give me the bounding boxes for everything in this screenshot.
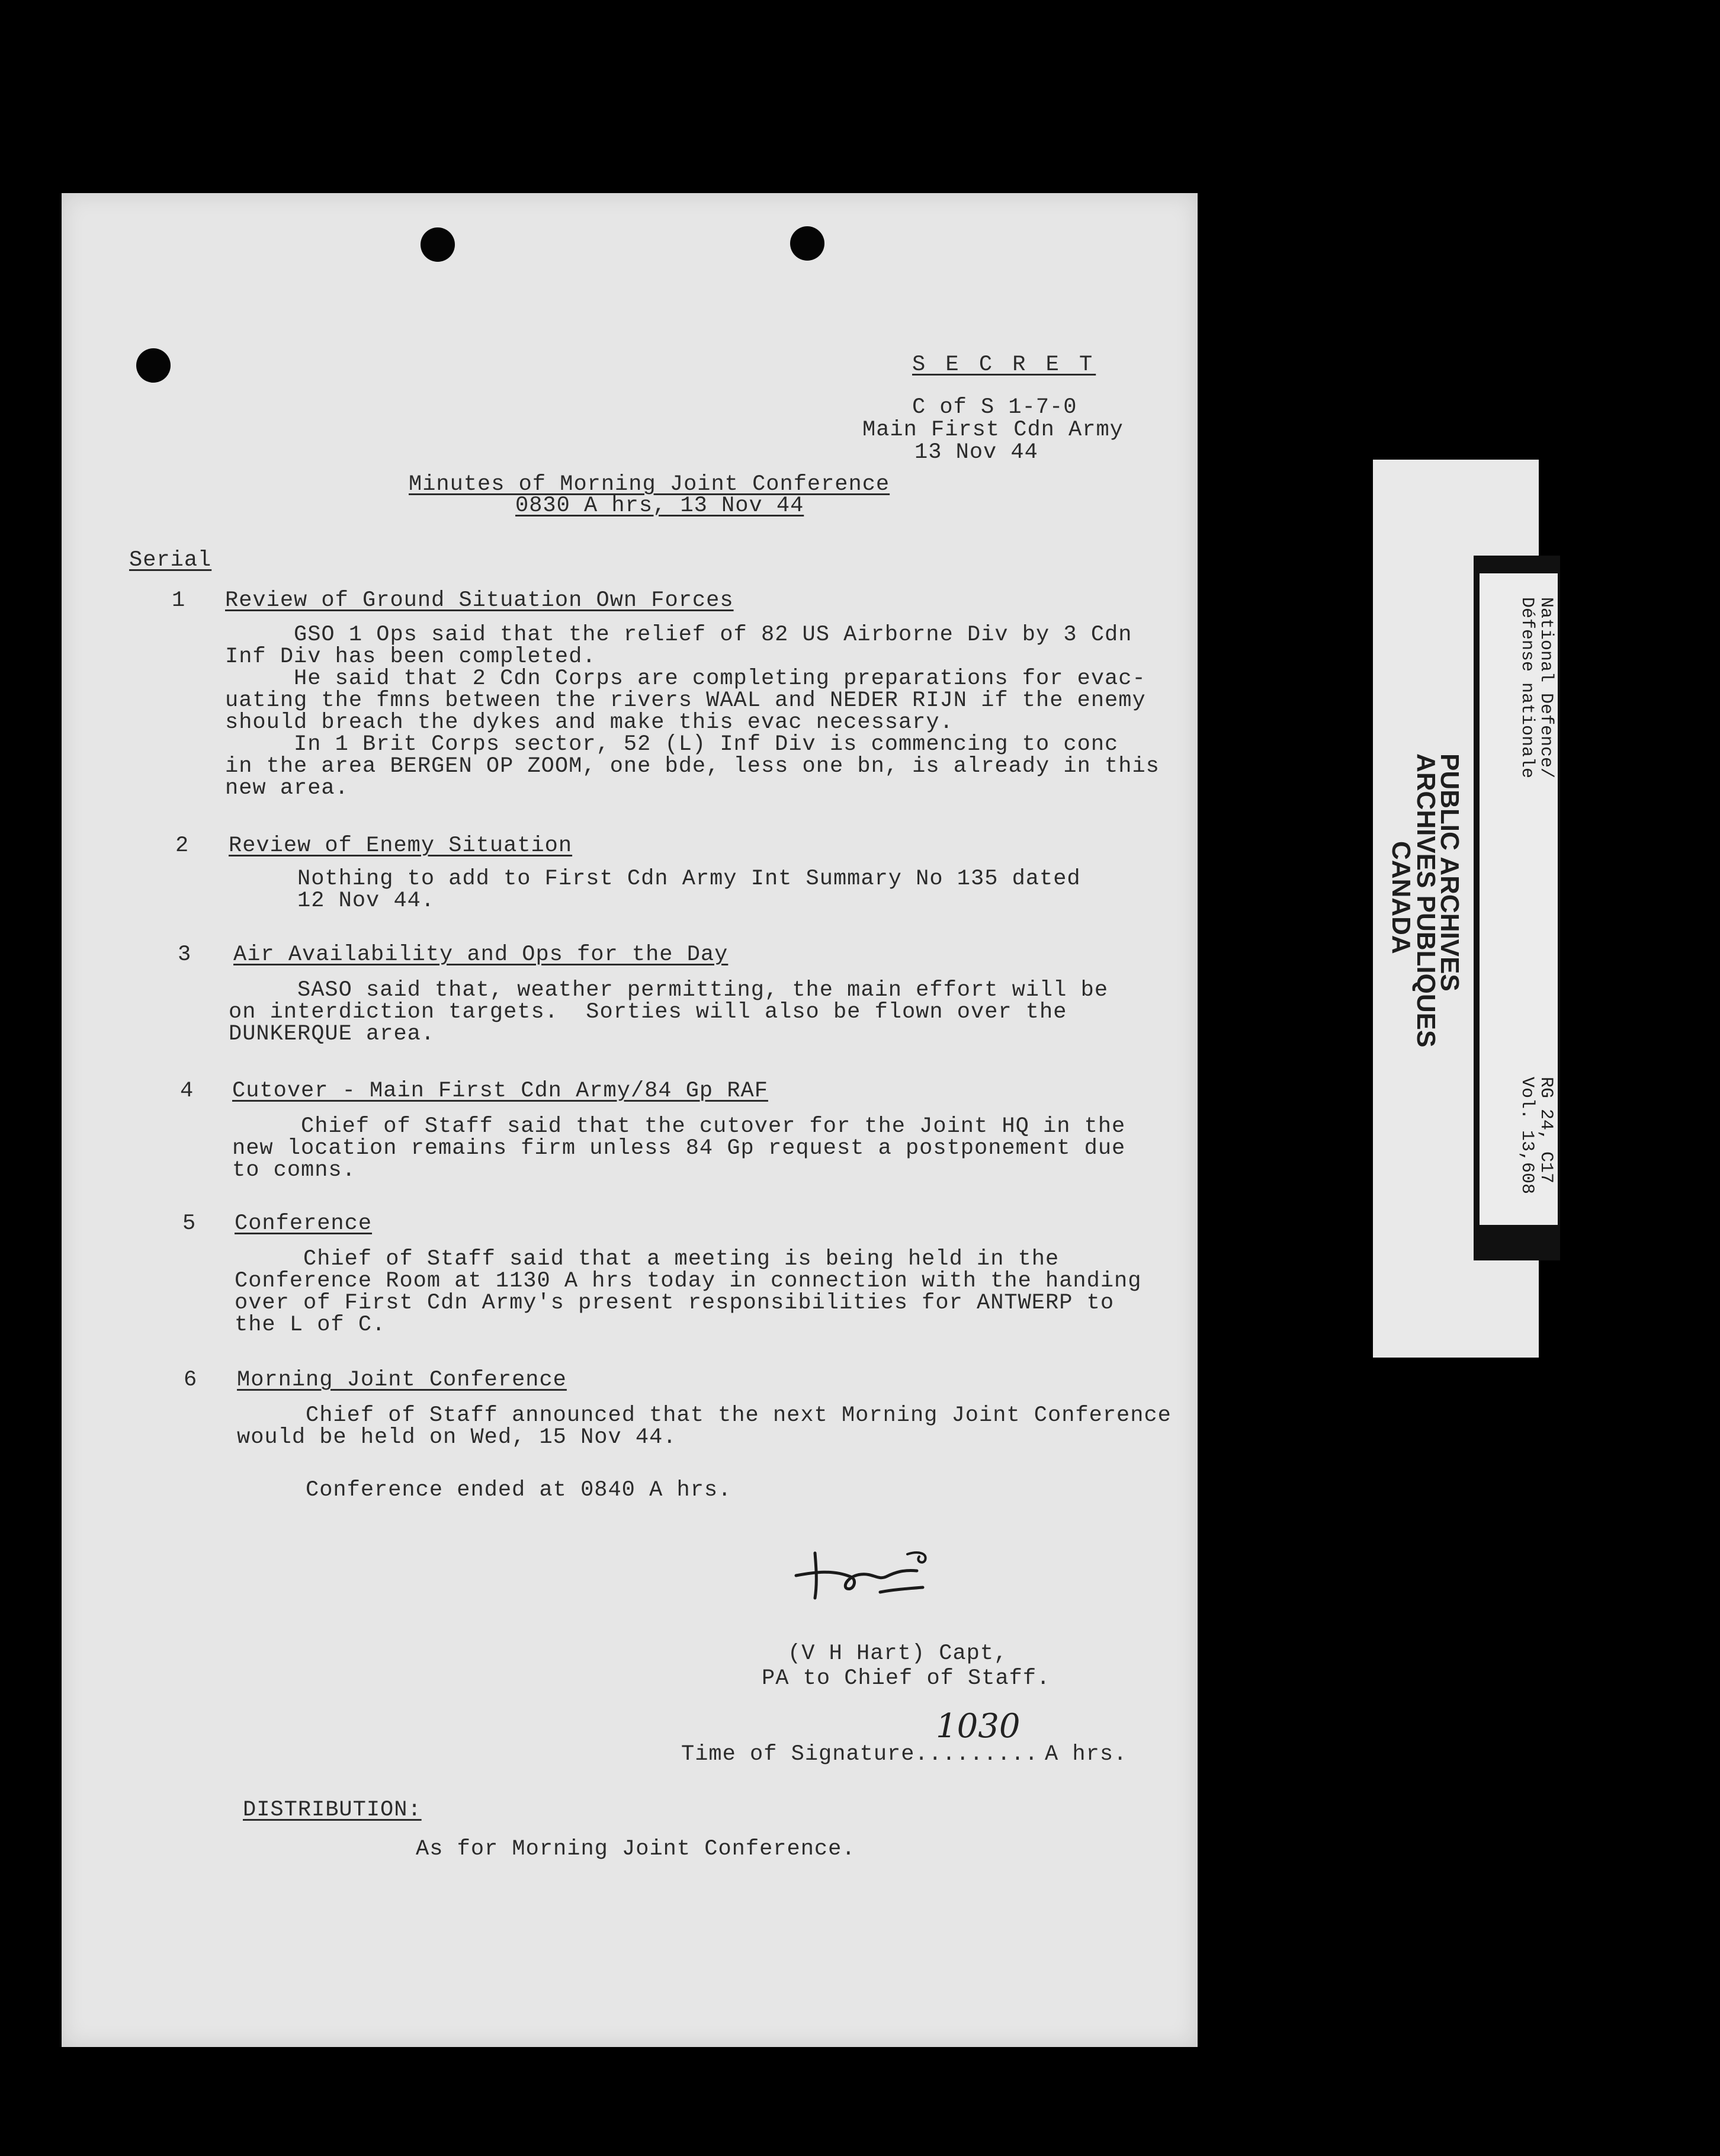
punch-hole-right bbox=[790, 226, 824, 261]
archive-department: National Defence/ bbox=[1536, 597, 1556, 779]
punch-hole-side bbox=[136, 348, 171, 383]
archive-stamp-en: PUBLIC ARCHIVES bbox=[1435, 753, 1464, 992]
archive-record-group: RG 24, C17 bbox=[1536, 1077, 1556, 1184]
distribution-heading: DISTRIBUTION: bbox=[243, 1798, 422, 1823]
signatory-name: (V H Hart) Capt, bbox=[788, 1641, 1008, 1666]
serial-number-2: 2 bbox=[175, 833, 190, 858]
distribution-text: As for Morning Joint Conference. bbox=[416, 1837, 856, 1862]
serial-number-1: 1 bbox=[172, 588, 186, 613]
originating-hq: Main First Cdn Army bbox=[862, 418, 1124, 442]
item-body-3: SASO said that, weather permitting, the main effort will be on interdiction targets. Sorties will also be flown over the DUNKERQUE area. bbox=[229, 978, 1109, 1047]
file-reference: C of S 1-7-0 bbox=[912, 395, 1077, 420]
signatory-appointment: PA to Chief of Staff. bbox=[762, 1666, 1051, 1691]
item-body-6: Chief of Staff announced that the next Morning Joint Conference would be held on Wed, 15 Nov 44. bbox=[237, 1403, 1172, 1450]
archive-stamp-fr: ARCHIVES PUBLIQUES bbox=[1411, 753, 1440, 1048]
archive-label bbox=[1480, 573, 1558, 1225]
punch-hole-left bbox=[421, 227, 455, 262]
handwritten-signature bbox=[791, 1541, 945, 1606]
closing-statement: Conference ended at 0840 A hrs. bbox=[306, 1478, 732, 1503]
item-body-5: Chief of Staff said that a meeting is being held in the Conference Room at 1130 A hrs today in connection with the handing over of First Cdn Army's present responsibilities for ANTWERP to the L of C. bbox=[235, 1247, 1142, 1337]
archive-department-fr: Défense nationale bbox=[1517, 597, 1537, 779]
archive-stamp-country: CANADA bbox=[1387, 841, 1416, 954]
document-sheet bbox=[62, 193, 1198, 2047]
item-heading-5: Conference bbox=[235, 1211, 373, 1236]
item-body-4: Chief of Staff said that the cutover for the Joint HQ in the new location remains firm unless 84 Gp request a postponement due to comns. bbox=[232, 1114, 1126, 1183]
document-title: Minutes of Morning Joint Conference bbox=[409, 472, 890, 497]
document-subtitle: 0830 A hrs, 13 Nov 44 bbox=[515, 493, 804, 518]
time-of-signature-label: Time of Signature......... bbox=[681, 1742, 1039, 1767]
item-heading-2: Review of Enemy Situation bbox=[229, 833, 573, 858]
item-heading-6: Morning Joint Conference bbox=[237, 1368, 567, 1393]
serial-number-5: 5 bbox=[182, 1211, 197, 1236]
serial-number-4: 4 bbox=[180, 1079, 194, 1103]
security-classification: S E C R E T bbox=[912, 352, 1096, 377]
serial-number-3: 3 bbox=[178, 942, 192, 967]
item-heading-3: Air Availability and Ops for the Day bbox=[233, 942, 729, 967]
item-body-1: GSO 1 Ops said that the relief of 82 US Airborne Div by 3 Cdn Inf Div has been completed. He said that 2 Cdn Corps are completing preparations for evac- uating the fmns between the rivers WAAL and NEDER RIJN if the enemy should breach the dykes and make this evac necessary. In 1 Brit Corps sector, 52 (L) Inf Div is commencing to conc in the area BERGEN OP ZOOM, one bde, less one bn, is already in this new area. bbox=[225, 623, 1160, 801]
item-body-2: Nothing to add to First Cdn Army Int Summary No 135 dated 12 Nov 44. bbox=[297, 867, 1081, 913]
serial-number-6: 6 bbox=[184, 1368, 198, 1393]
time-of-signature-value: 1030 bbox=[936, 1707, 1021, 1746]
archive-volume: Vol. 13,608 bbox=[1517, 1077, 1537, 1195]
document-date: 13 Nov 44 bbox=[914, 440, 1038, 465]
item-heading-4: Cutover - Main First Cdn Army/84 Gp RAF bbox=[232, 1079, 768, 1103]
time-of-signature-suffix: A hrs. bbox=[1045, 1742, 1128, 1767]
item-heading-1: Review of Ground Situation Own Forces bbox=[225, 588, 734, 613]
serial-column-heading: Serial bbox=[129, 548, 212, 573]
